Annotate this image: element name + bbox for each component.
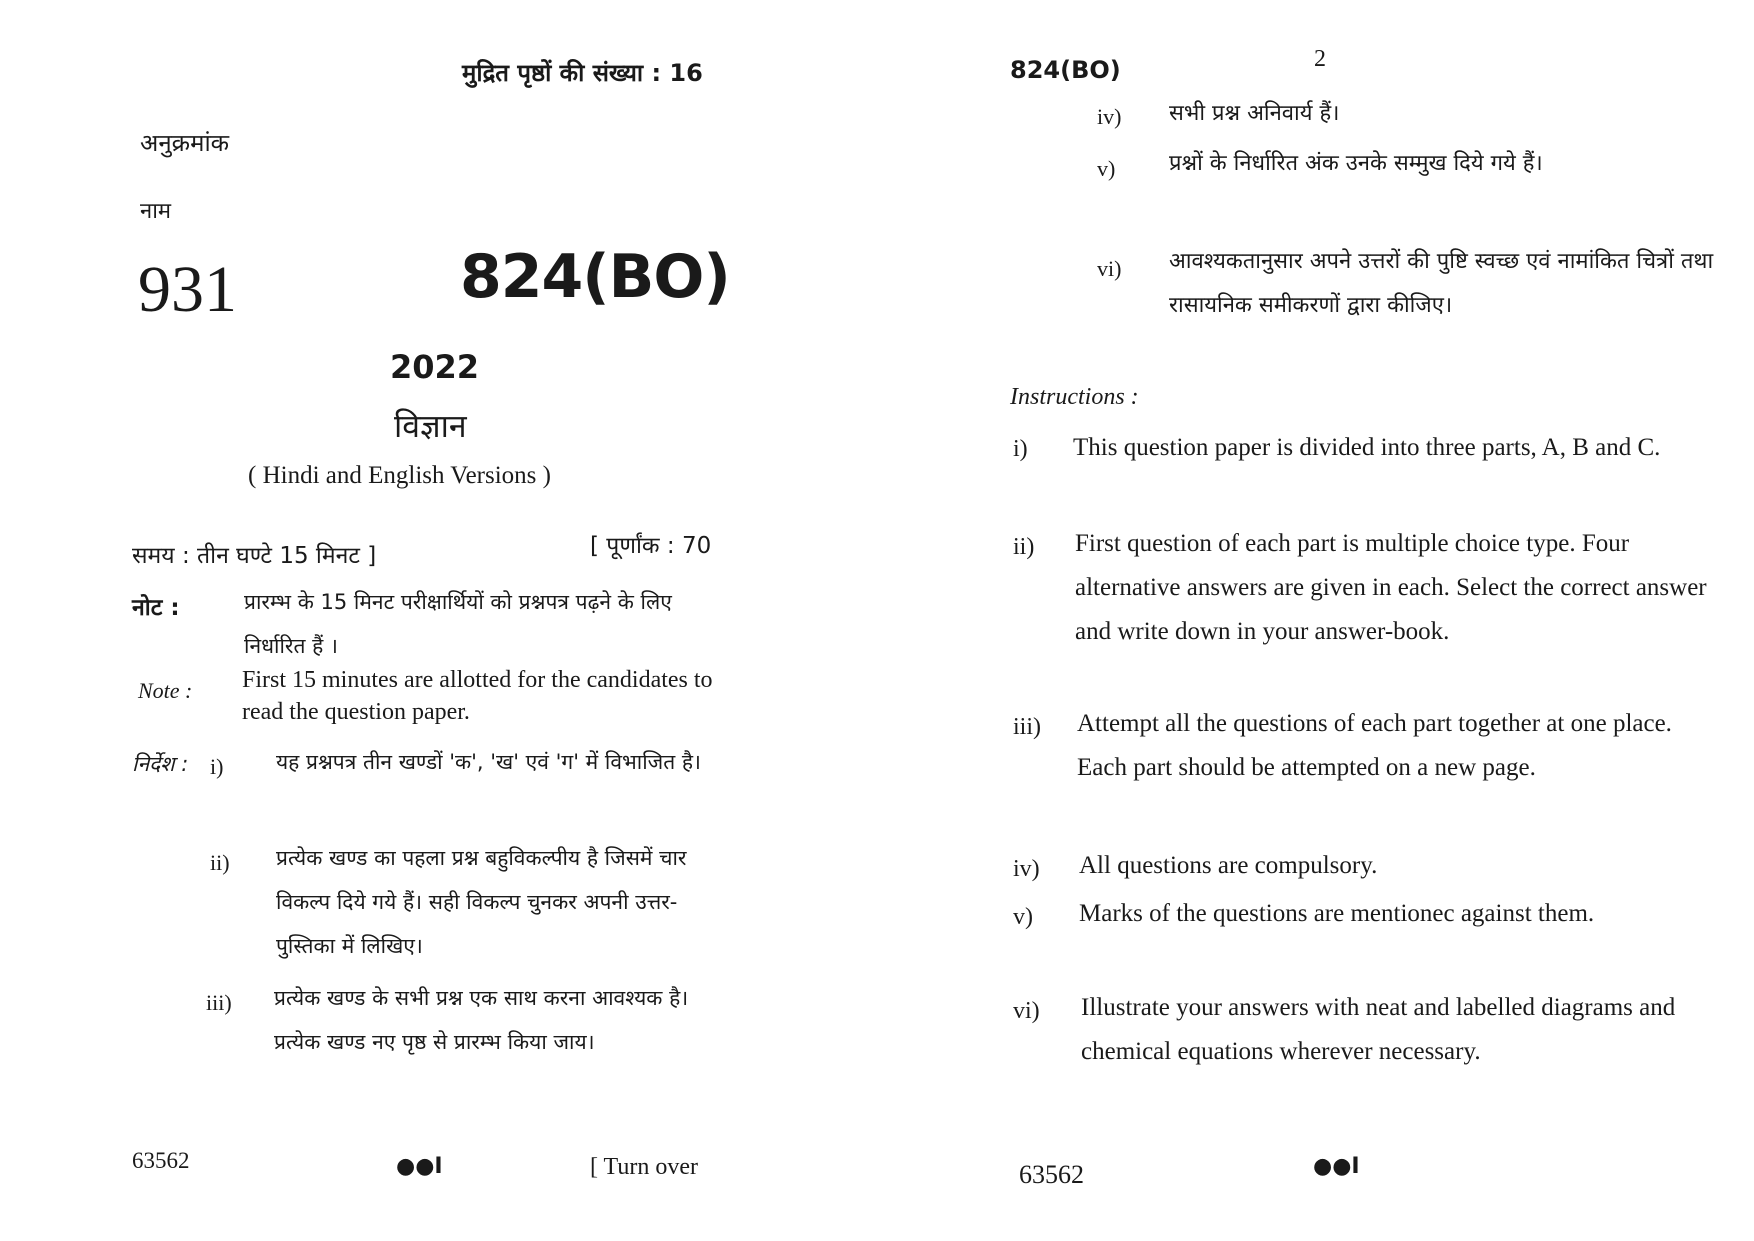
instruction-number: vi) xyxy=(1013,998,1040,1024)
right-page xyxy=(877,0,1754,1241)
hindi-item: सभी प्रश्न अनिवार्य हैं। xyxy=(1169,101,1340,126)
note-english-label: Note : xyxy=(138,678,193,703)
footer-mark: ●●I xyxy=(1313,1154,1360,1179)
name-label: नाम xyxy=(140,199,172,224)
note-english-text: First 15 minutes are allotted for the candidates to read the question paper. xyxy=(242,667,713,725)
time-allowed: समय : तीन घण्टे 15 मिनट ] xyxy=(132,543,377,569)
note-hindi-label: नोट : xyxy=(132,595,180,621)
subject-title: विज्ञान xyxy=(394,407,467,445)
page-number: 2 xyxy=(1314,46,1326,72)
instructions-label: Instructions : xyxy=(1010,384,1139,410)
exam-year: 2022 xyxy=(390,348,480,386)
instruction-number: iv) xyxy=(1013,856,1040,882)
direction-number: i) xyxy=(210,754,224,779)
max-marks: [ पूर्णांक : 70 xyxy=(590,533,712,559)
instruction-item: All questions are compulsory. xyxy=(1079,852,1378,879)
roll-number-label: अनुक्रमांक xyxy=(140,129,230,157)
direction-number: ii) xyxy=(210,850,230,875)
direction-item: प्रत्येक खण्ड के सभी प्रश्न एक साथ करना आवश्यक है। प्रत्येक खण्ड नए पृष्ठ से प्रारम्भ किया जाय। xyxy=(274,986,689,1054)
hindi-item-number: vi) xyxy=(1097,256,1122,281)
instruction-number: iii) xyxy=(1013,714,1041,740)
hindi-item: आवश्यकतानुसार अपने उत्तरों की पुष्टि स्वच्छ एवं नामांकित चित्रों तथा रासायनिक समीकरणों द्वारा कीजिए। xyxy=(1169,249,1714,318)
instruction-item: This question paper is divided into three parts, A, B and C. xyxy=(1073,434,1661,461)
hindi-item: प्रश्नों के निर्धारित अंक उनके सम्मुख दिये गये हैं। xyxy=(1169,151,1543,176)
instruction-number: v) xyxy=(1013,904,1033,930)
turn-over: [ Turn over xyxy=(590,1154,699,1180)
printed-pages-count: मुद्रित पृष्ठों की संख्या : 16 xyxy=(462,59,703,87)
footer-mark: ●●I xyxy=(396,1154,443,1179)
instruction-item: First question of each part is multiple choice type. Four alternative answers are given in each. Select the correct answer and write down in your answer-book. xyxy=(1075,530,1707,645)
instruction-number: ii) xyxy=(1013,534,1035,560)
hindi-item-number: iv) xyxy=(1097,104,1122,129)
instruction-item: Attempt all the questions of each part together at one place. Each part should be attempted on a new page. xyxy=(1077,710,1672,781)
footer-code: 63562 xyxy=(1019,1160,1084,1189)
direction-number: iii) xyxy=(206,990,232,1015)
hindi-item-number: v) xyxy=(1097,156,1116,181)
instruction-item: Illustrate your answers with neat and labelled diagrams and chemical equations wherever necessary. xyxy=(1081,994,1676,1065)
instruction-number: i) xyxy=(1013,436,1028,462)
versions-note: ( Hindi and English Versions ) xyxy=(248,462,551,489)
note-hindi-text: प्रारम्भ के 15 मिनट परीक्षार्थियों को प्रश्नपत्र पढ़ने के लिए निर्धारित हैं । xyxy=(244,590,672,658)
footer-code: 63562 xyxy=(132,1148,190,1173)
direction-item: प्रत्येक खण्ड का पहला प्रश्न बहुविकल्पीय है जिसमें चार विकल्प दिये गये हैं। सही विकल्प चुनकर अपनी उत्तर-पुस्तिका में लिखिए। xyxy=(276,846,687,958)
direction-item: यह प्रश्नपत्र तीन खण्डों 'क', 'ख' एवं 'ग' में विभाजित है। xyxy=(276,750,701,774)
paper-code: 824(BO) xyxy=(460,242,730,312)
directions-label: निर्देश : xyxy=(132,752,189,776)
code-931: 931 xyxy=(138,253,237,326)
header-paper-code: 824(BO) xyxy=(1010,56,1121,84)
instruction-item: Marks of the questions are mentionec against them. xyxy=(1079,900,1595,927)
